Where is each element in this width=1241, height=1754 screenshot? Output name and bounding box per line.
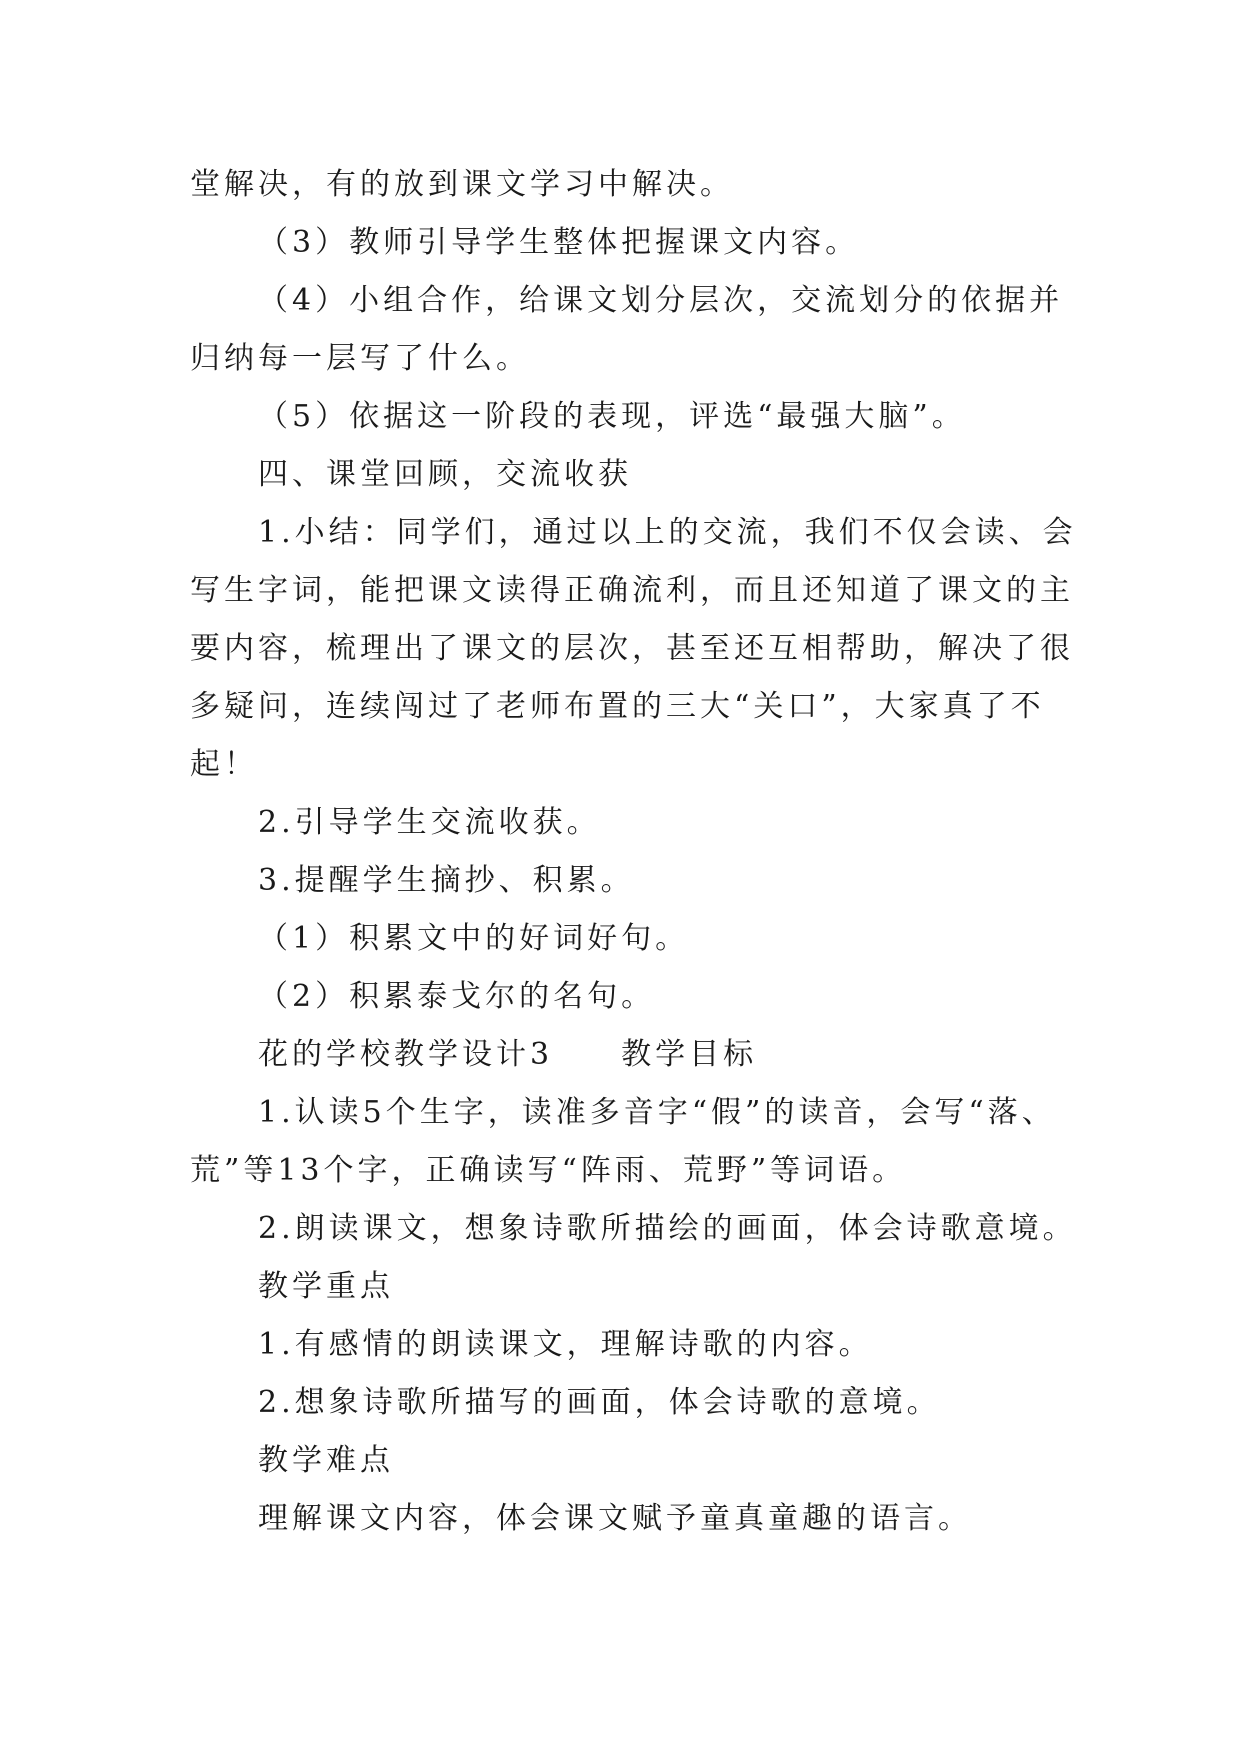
text-line: 2.想象诗歌所描写的画面，体会诗歌的意境。 [258, 1385, 941, 1420]
text-line: 1.有感情的朗读课文，理解诗歌的内容。 [258, 1327, 873, 1362]
text-line: （5）依据这一阶段的表现，评选“最强大脑”。 [258, 399, 966, 434]
text-line: 荒”等13个字，正确读写“阵雨、荒野”等词语。 [190, 1153, 907, 1188]
text-line: 1.小结：同学们，通过以上的交流，我们不仅会读、会 [258, 515, 1077, 550]
text-line: 2.引导学生交流收获。 [258, 805, 601, 840]
text-line: 3.提醒学生摘抄、积累。 [258, 863, 635, 898]
text-line: 写生字词，能把课文读得正确流利，而且还知道了课文的主 [190, 573, 1074, 608]
text-line: 归纳每一层写了什么。 [190, 341, 530, 376]
text-line: （3）教师引导学生整体把握课文内容。 [258, 225, 860, 260]
text-line: 理解课文内容，体会课文赋予童真童趣的语言。 [258, 1501, 972, 1536]
section-heading: 四、课堂回顾，交流收获 [258, 457, 632, 492]
text-line: （4）小组合作，给课文划分层次，交流划分的依据并 [258, 283, 1064, 318]
text-line: 2.朗读课文，想象诗歌所描绘的画面，体会诗歌意境。 [258, 1211, 1077, 1246]
section-heading: 教学难点 [258, 1443, 394, 1478]
text-line: 1.认读5个生字，读准多音字“假”的读音，会写“落、 [258, 1095, 1056, 1130]
section-heading: 教学重点 [258, 1269, 394, 1304]
text-line: 多疑问，连续闯过了老师布置的三大“关口”，大家真了不 [190, 689, 1045, 724]
text-line: （2）积累泰戈尔的名句。 [258, 979, 656, 1014]
section-heading: 花的学校教学设计3 教学目标 [258, 1037, 758, 1072]
text-line: 要内容，梳理出了课文的层次，甚至还互相帮助，解决了很 [190, 631, 1074, 666]
text-line: 起！ [190, 747, 258, 782]
text-line: 堂解决，有的放到课文学习中解决。 [190, 167, 734, 202]
text-line: （1）积累文中的好词好句。 [258, 921, 690, 956]
